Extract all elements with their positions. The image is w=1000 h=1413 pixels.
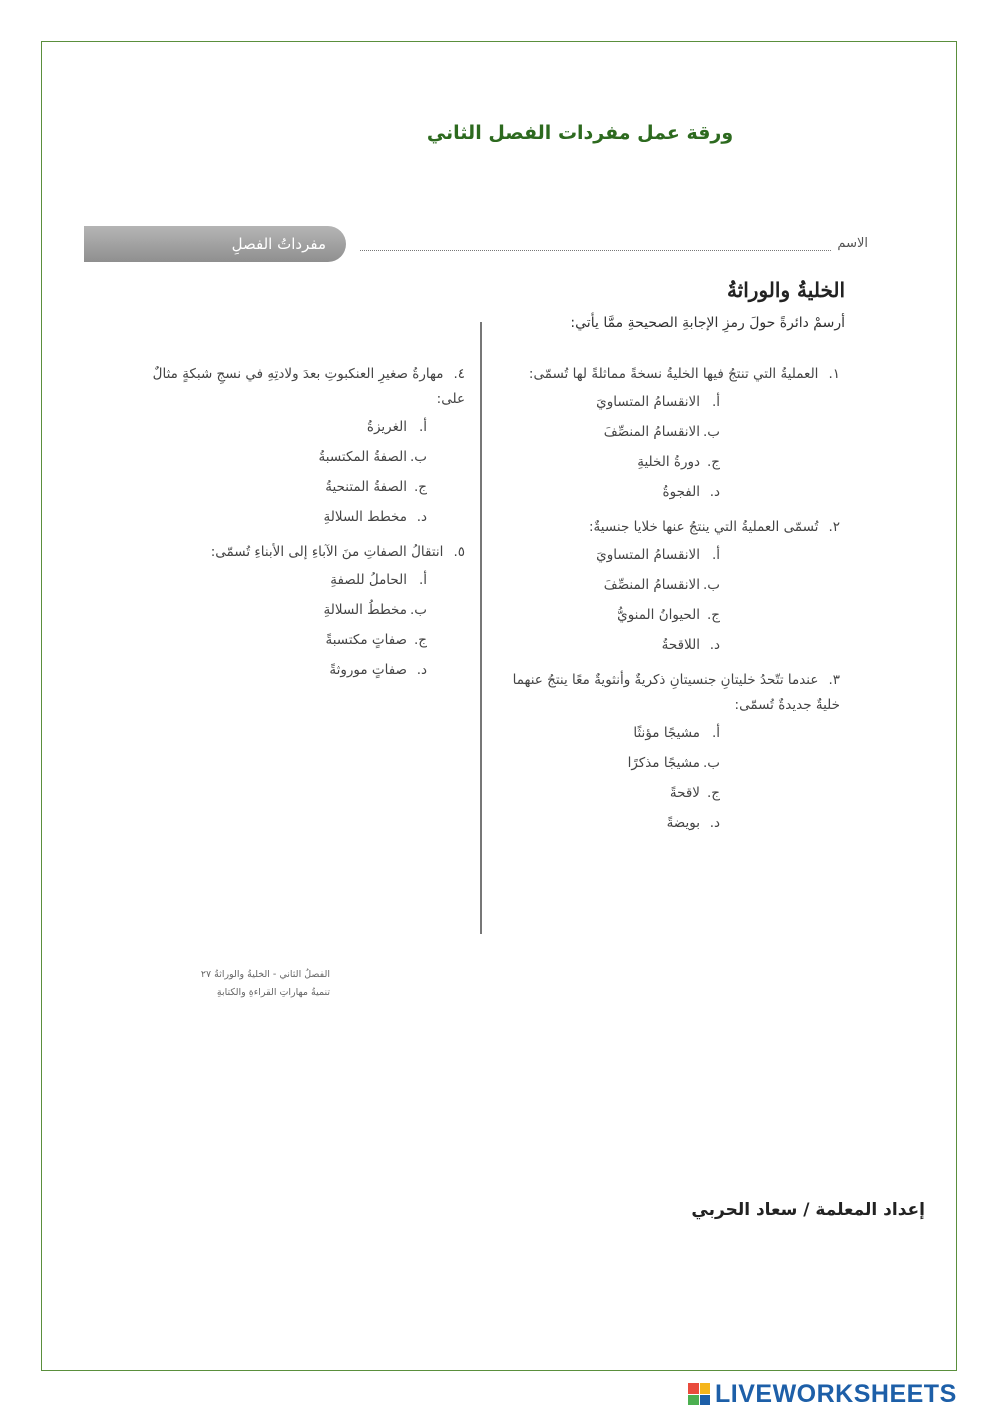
page-footer-reference [150,966,330,1002]
questions-column-right [508,362,840,846]
answer-option[interactable]: أ.الحاملُ للصفةِ [330,572,427,588]
footer-chapter-line: الفصلُ الثاني - الخليةُ والوراثةُ ٢٧ [200,969,330,980]
question-stem: ٢.تُسمّى العمليةُ التي ينتجُ عنها خلايا جنسيةٌ: [589,519,840,535]
name-dotted-line [360,238,831,251]
answer-option[interactable]: د.بويضةً [666,815,720,831]
answer-option[interactable]: ب.مخططُ السلالةِ [323,602,427,618]
answer-option[interactable]: د.صفاتٍ موروثةً [329,662,427,678]
answer-option[interactable]: ج.صفاتٍ مكتسبةً [325,632,427,648]
answer-option[interactable]: ج.لاقحةً [669,785,720,801]
column-divider [480,322,482,934]
answer-option[interactable]: أ.الانقسامُ المتساويَ [596,547,720,563]
answer-option[interactable]: ب.الانقسامُ المنصِّفَ [603,577,720,593]
logo-grid-icon [688,1383,710,1405]
answer-option[interactable]: د.مخطط السلالةِ [323,509,427,525]
question-1 [508,362,840,507]
answer-option[interactable]: أ.الانقسامُ المتساويَ [596,394,720,410]
page-title: ورقة عمل مفردات الفصل الثاني [426,122,734,144]
question-5 [145,540,465,685]
chapter-vocabulary-tab [84,226,346,262]
instructions: أرسمْ دائرةً حولَ رمزِ الإجابةِ الصحيحةِ ممَّا يأتي: [570,315,845,331]
answer-option[interactable]: ج.الحيوانُ المنويُّ [617,607,720,623]
answer-option[interactable]: ج.دورةُ الخليةِ [637,454,720,470]
brand-name: LIVEWORKSHEETS [715,1379,957,1408]
answer-option[interactable]: ج.الصفةُ المتنحيةُ [325,479,427,495]
questions-column-left [145,362,465,693]
author-credit: إعداد المعلمة / سعاد الحربي [691,1200,925,1220]
question-2 [508,515,840,660]
question-stem: ٣.عندما تتّحدُ خليتانِ جنسيتانِ ذكريةٌ وأنثويةٌ معًا ينتجُ عنهما خليةٌ جديدةٌ تُسمّى: [512,672,840,713]
answer-option[interactable]: ب.الصفةُ المكتسبةُ [318,449,427,465]
unit-title: الخليةُ والوراثةُ [726,278,845,302]
footer-skills-line: تنميةُ مهاراتِ القراءةِ والكتابةِ [216,987,330,998]
answer-option[interactable]: أ.الغريزةُ [366,419,427,435]
student-name-field[interactable] [360,236,868,251]
answer-option[interactable]: أ.مشيجًا مؤنثًا [633,725,720,741]
question-stem: ١.العمليةُ التي تنتجُ فيها الخليةُ نسخةً مماثلةً لها تُسمّى: [528,366,840,382]
question-stem: ٤.مهارةُ صغيرِ العنكبوتِ بعدَ ولادتِهِ في نسجِ شبكةٍ مثالٌ على: [152,366,465,407]
liveworksheets-logo[interactable] [688,1380,957,1408]
answer-option[interactable]: د.اللاقحةُ [661,637,720,653]
chapter-tab-label: مفرداتُ الفصلِ [231,235,326,253]
question-3 [508,668,840,838]
answer-option[interactable]: ب.الانقسامُ المنصِّفَ [603,424,720,440]
question-stem: ٥.انتقالُ الصفاتِ منَ الآباءِ إلى الأبناءِ تُسمّى: [210,544,465,560]
answer-option[interactable]: ب.مشيجًا مذكرًا [627,755,720,771]
question-4 [145,362,465,532]
answer-option[interactable]: د.الفجوةُ [662,484,720,500]
name-label: الاسم [837,236,868,251]
